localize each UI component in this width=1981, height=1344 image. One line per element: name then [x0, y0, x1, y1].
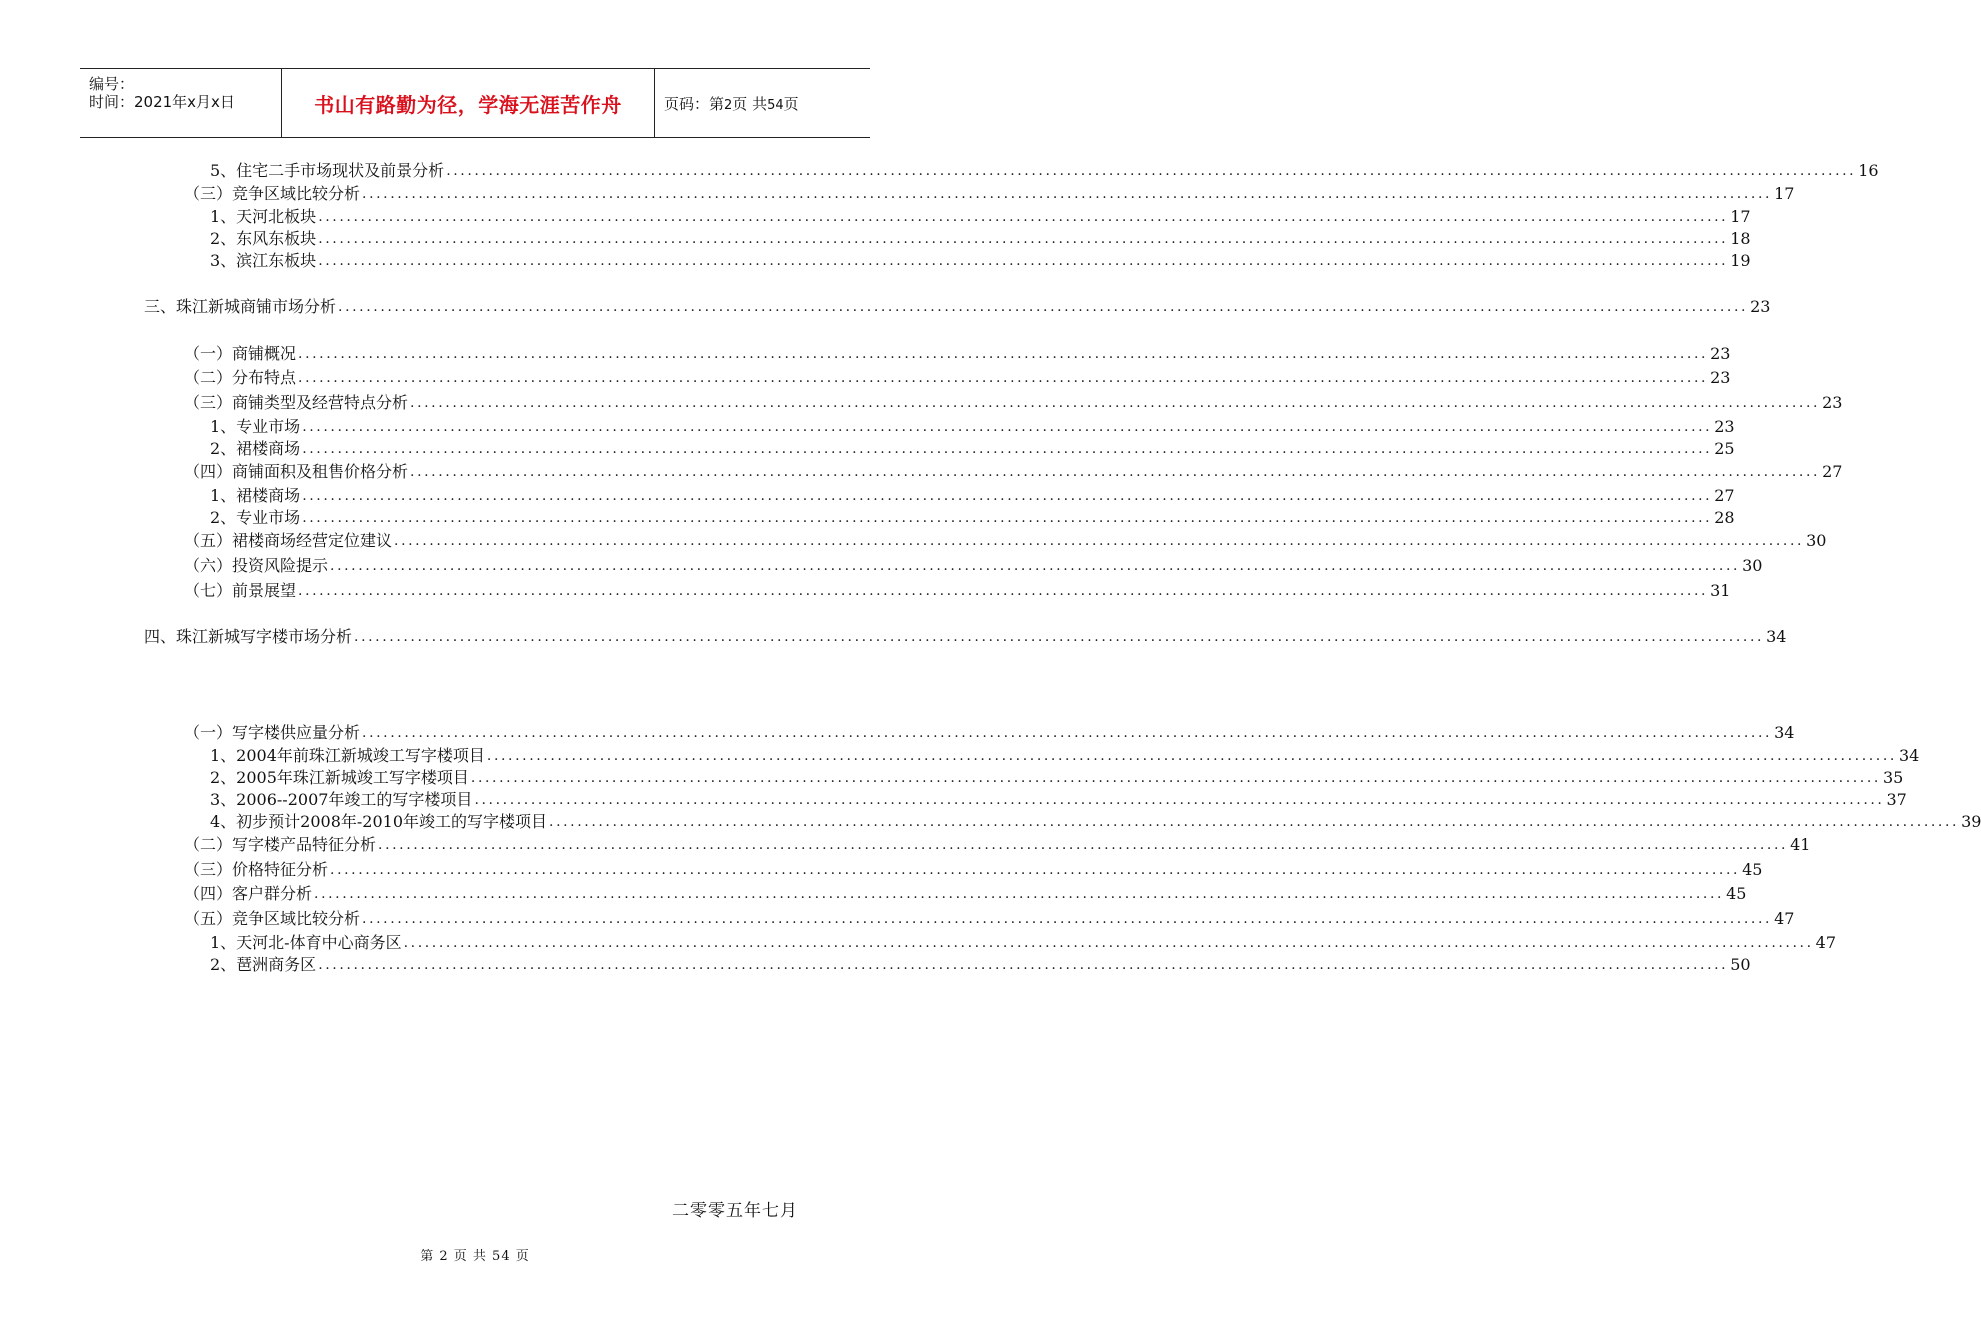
- toc-entry-page: 47: [1774, 909, 1795, 928]
- toc-entry-title: 1、裙楼商场: [210, 486, 301, 505]
- document-number-label: 编号：: [89, 75, 135, 93]
- toc-dot-leader: ........................................................................................................................................................................................................: [394, 533, 1805, 549]
- toc-entry[interactable]: [184, 461, 1843, 483]
- toc-entry-page: 34: [1774, 723, 1795, 742]
- toc-entry-page: 30: [1742, 556, 1763, 575]
- toc-entry[interactable]: [184, 392, 1843, 414]
- toc-entry-page: 17: [1730, 207, 1751, 226]
- header-motto-cell: [281, 69, 655, 137]
- toc-dot-leader: ........................................................................................................................................................................................................: [446, 163, 1857, 179]
- toc-entry[interactable]: [210, 811, 1981, 833]
- toc-entry-title: 三、珠江新城商铺市场分析: [144, 297, 337, 316]
- toc-entry-page: 31: [1710, 581, 1731, 600]
- toc-entry-page: 45: [1742, 860, 1763, 879]
- toc-entry-title: （七）前景展望: [184, 581, 297, 600]
- toc-entry-title: （三）竞争区域比较分析: [184, 184, 361, 203]
- toc-entry-title: （一）商铺概况: [184, 344, 297, 363]
- toc-dot-leader: ........................................................................................................................................................................................................: [298, 370, 1709, 386]
- toc-dot-leader: ........................................................................................................................................................................................................: [318, 957, 1729, 973]
- toc-dot-leader: ........................................................................................................................................................................................................: [302, 441, 1713, 457]
- header-page-code: [654, 93, 799, 114]
- toc-entry-title: 1、天河北板块: [210, 207, 317, 226]
- toc-dot-leader: ........................................................................................................................................................................................................: [403, 935, 1814, 951]
- toc-entry[interactable]: [210, 228, 1751, 250]
- toc-dot-leader: ........................................................................................................................................................................................................: [362, 186, 1773, 202]
- toc-entry[interactable]: [184, 859, 1763, 881]
- toc-entry-title: 1、2004年前珠江新城竣工写字楼项目: [210, 746, 485, 765]
- toc-entry[interactable]: [184, 580, 1731, 602]
- toc-entry-page: 18: [1730, 229, 1751, 248]
- toc-entry[interactable]: [144, 296, 1771, 318]
- toc-entry-title: （五）竞争区域比较分析: [184, 909, 361, 928]
- toc-entry-title: （六）投资风险提示: [184, 556, 329, 575]
- toc-dot-leader: ........................................................................................................................................................................................................: [410, 464, 1821, 480]
- toc-entry-page: 34: [1766, 627, 1787, 646]
- toc-entry-title: 2、专业市场: [210, 508, 301, 527]
- toc-entry[interactable]: [144, 626, 1787, 648]
- toc-entry[interactable]: [210, 485, 1735, 507]
- toc-dot-leader: ........................................................................................................................................................................................................: [474, 792, 1885, 808]
- toc-entry-page: 16: [1858, 161, 1879, 180]
- toc-entry[interactable]: [210, 932, 1836, 954]
- toc-entry-title: 5、住宅二手市场现状及前景分析: [210, 161, 445, 180]
- toc-entry-page: 27: [1714, 486, 1735, 505]
- header-meta-cell: [80, 69, 281, 137]
- toc-entry-title: （二）写字楼产品特征分析: [184, 835, 377, 854]
- toc-entry[interactable]: [210, 507, 1735, 529]
- toc-entry-title: （三）商铺类型及经营特点分析: [184, 393, 409, 412]
- toc-dot-leader: ........................................................................................................................................................................................................: [302, 510, 1713, 526]
- toc-entry-page: 23: [1750, 297, 1771, 316]
- page-footer: 第 2 页 共 54 页: [420, 1249, 530, 1264]
- toc-entry[interactable]: [210, 438, 1735, 460]
- toc-entry-page: 34: [1898, 746, 1920, 765]
- toc-entry-page: 23: [1710, 368, 1731, 387]
- toc-entry-page: 25: [1714, 439, 1735, 458]
- toc-entry-page: 47: [1815, 933, 1836, 952]
- toc-entry[interactable]: [210, 206, 1751, 228]
- toc-entry-page: 19: [1730, 251, 1751, 270]
- toc-entry[interactable]: [210, 416, 1735, 438]
- toc-entry-page: 37: [1886, 790, 1907, 809]
- toc-entry-title: （二）分布特点: [184, 368, 297, 387]
- toc-dot-leader: ........................................................................................................................................................................................................: [302, 488, 1713, 504]
- toc-dot-leader: ........................................................................................................................................................................................................: [378, 837, 1789, 853]
- toc-entry-page: 41: [1790, 835, 1811, 854]
- page-total: 54: [767, 97, 784, 113]
- toc-dot-leader: ........................................................................................................................................................................................................: [298, 583, 1709, 599]
- toc-entry-title: 1、天河北-体育中心商务区: [210, 933, 402, 952]
- toc-dot-leader: ........................................................................................................................................................................................................: [410, 395, 1821, 411]
- toc-entry[interactable]: [184, 883, 1747, 905]
- toc-dot-leader: ........................................................................................................................................................................................................: [362, 725, 1773, 741]
- toc-entry-title: 四、珠江新城写字楼市场分析: [144, 627, 353, 646]
- toc-entry[interactable]: [184, 183, 1795, 205]
- toc-entry-page: 17: [1774, 184, 1795, 203]
- toc-entry-title: （四）商铺面积及租售价格分析: [184, 462, 409, 481]
- document-date: 二零零五年七月: [672, 1201, 798, 1221]
- toc-dot-leader: ........................................................................................................................................................................................................: [362, 911, 1773, 927]
- page-current: 2: [724, 97, 733, 113]
- toc-entry[interactable]: [184, 530, 1827, 552]
- toc-entry[interactable]: [210, 954, 1751, 976]
- toc-dot-leader: ........................................................................................................................................................................................................: [330, 862, 1741, 878]
- toc-entry-title: 2、琶洲商务区: [210, 955, 317, 974]
- toc-dot-leader: ........................................................................................................................................................................................................: [318, 253, 1729, 269]
- toc-entry-title: （三）价格特征分析: [184, 860, 329, 879]
- page-code-mid: 页 共: [732, 94, 768, 113]
- toc-entry-page: 45: [1726, 884, 1747, 903]
- toc-entry-title: 1、专业市场: [210, 417, 301, 436]
- toc-entry[interactable]: [184, 722, 1795, 744]
- toc-dot-leader: ........................................................................................................................................................................................................: [330, 558, 1741, 574]
- header-page-cell: [654, 69, 870, 137]
- toc-entry-title: 3、滨江东板块: [210, 251, 317, 270]
- toc-entry-page: 50: [1730, 955, 1751, 974]
- toc-entry-title: （五）裙楼商场经营定位建议: [184, 531, 393, 550]
- toc-entry-page: 23: [1714, 417, 1735, 436]
- toc-entry-title: 2、裙楼商场: [210, 439, 301, 458]
- toc-dot-leader: ........................................................................................................................................................................................................: [302, 419, 1713, 435]
- toc-entry-page: 39: [1961, 812, 1981, 831]
- toc-dot-leader: ........................................................................................................................................................................................................: [314, 886, 1725, 902]
- toc-entry[interactable]: [210, 250, 1751, 272]
- toc-entry[interactable]: [184, 555, 1763, 577]
- toc-entry-page: 23: [1822, 393, 1843, 412]
- toc-dot-leader: ........................................................................................................................................................................................................: [318, 209, 1729, 225]
- toc-entry-title: （四）客户群分析: [184, 884, 313, 903]
- page-code-suffix: 页: [783, 94, 799, 113]
- toc-dot-leader: ........................................................................................................................................................................................................: [549, 814, 1960, 830]
- toc-entry[interactable]: [184, 343, 1731, 365]
- toc-dot-leader: ........................................................................................................................................................................................................: [298, 346, 1709, 362]
- toc-entry[interactable]: [210, 160, 1879, 182]
- toc-entry[interactable]: [210, 745, 1920, 767]
- toc-entry-page: 23: [1710, 344, 1731, 363]
- toc-entry-page: 27: [1822, 462, 1843, 481]
- toc-entry-title: （一）写字楼供应量分析: [184, 723, 361, 742]
- toc-dot-leader: ........................................................................................................................................................................................................: [486, 748, 1897, 764]
- toc-entry[interactable]: [184, 908, 1795, 930]
- toc-dot-leader: ........................................................................................................................................................................................................: [318, 231, 1729, 247]
- toc-entry-title: 3、2006--2007年竣工的写字楼项目: [210, 790, 473, 809]
- toc-entry[interactable]: [184, 367, 1731, 389]
- toc-entry-page: 28: [1714, 508, 1735, 527]
- toc-dot-leader: ........................................................................................................................................................................................................: [338, 299, 1749, 315]
- page-header: [80, 68, 870, 138]
- toc-dot-leader: ........................................................................................................................................................................................................: [470, 770, 1881, 786]
- header-motto: 书山有路勤为径，学海无涯苦作舟: [314, 92, 622, 117]
- toc-entry-page: 30: [1806, 531, 1827, 550]
- toc-entry-title: 2、东风东板块: [210, 229, 317, 248]
- toc-dot-leader: ........................................................................................................................................................................................................: [354, 629, 1765, 645]
- toc-entry[interactable]: [210, 767, 1904, 789]
- toc-entry[interactable]: [210, 789, 1907, 811]
- toc-entry-title: 2、2005年珠江新城竣工写字楼项目: [210, 768, 469, 787]
- page-code-prefix: 页码：第: [664, 94, 725, 113]
- document-time-label: 时间：2021年x月x日: [89, 93, 235, 111]
- toc-entry-title: 4、初步预计2008年-2010年竣工的写字楼项目: [210, 812, 548, 831]
- toc-entry-page: 35: [1882, 768, 1904, 787]
- toc-entry[interactable]: [184, 834, 1811, 856]
